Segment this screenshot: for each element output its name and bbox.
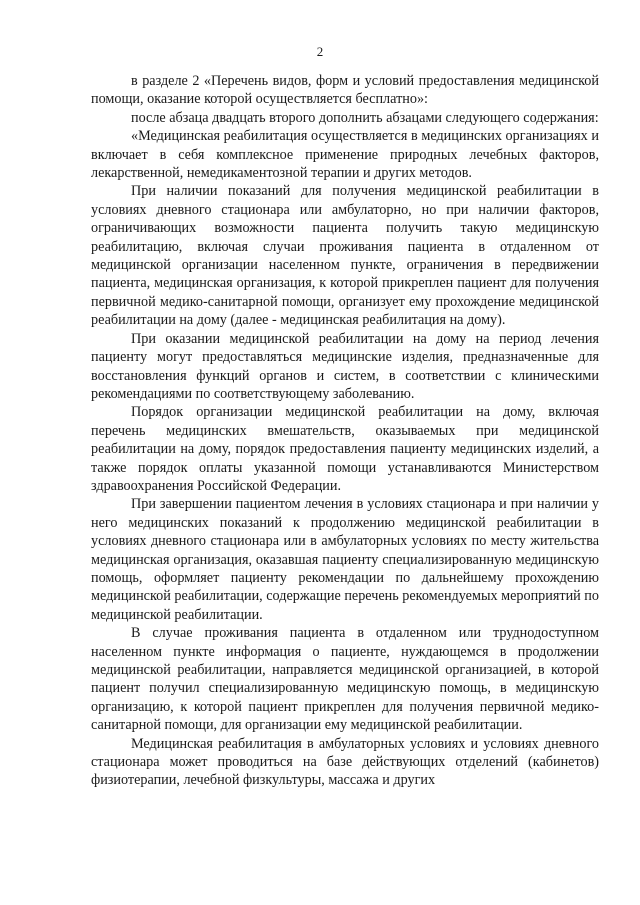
paragraph-remote-patient-info: В случае проживания пациента в отдаленном или труднодоступном населенном пункте информация о пациенте, нуждающемся в продолжении медицинской реабилитации, направляется медицинской организацией, в которой пациент получил специализированную медицинскую помощь, в медицинскую организацию, к которой пациент прикреплен для получения первичной медико-санитарной помощи, для организации ему медицинской реабилитации. bbox=[91, 625, 599, 734]
paragraph-home-rehab-conditions: При наличии показаний для получения медицинской реабилитации в условиях дневного стационара или амбулаторно, но при наличии факторов, ограничивающих возможности пациента получить такую медицинскую реабилитацию, включая случаи проживания пациента в отдаленном от медицинской организации населенном пункте, ограничения в передвижении пациента, медицинская организация, к которой прикреплен пациент для получения первичной медико-санитарной помощи, организует ему прохождение медицинской реабилитации на дому (далее - медицинская реабилитация на дому). bbox=[91, 183, 599, 329]
paragraph-rehab-definition: «Медицинская реабилитация осуществляется в медицинских организациях и включает в себя комплексное применение природных лечебных факторов, лекарственной, немедикаментозной терапии и других методов. bbox=[91, 128, 599, 182]
paragraph-section-intro: в разделе 2 «Перечень видов, форм и условий предоставления медицинской помощи, оказание которой осуществляется бесплатно»: bbox=[91, 73, 599, 108]
page-number: 2 bbox=[316, 44, 324, 59]
paragraph-home-rehab-procedure: Порядок организации медицинской реабилитации на дому, включая перечень медицинских вмешательств, оказываемых при медицинской реабилитации на дому, порядок предоставления пациенту медицинских изделий, а также порядок оплаты указанной помощи устанавливаются Министерством здравоохранения Российской Федерации. bbox=[91, 404, 599, 494]
paragraph-outpatient-rehab: Медицинская реабилитация в амбулаторных условиях и условиях дневного стационара может проводиться на базе действующих отделений (кабинетов) физиотерапии, лечебной физкультуры, массажа и других bbox=[91, 735, 599, 789]
paragraph-medical-devices: При оказании медицинской реабилитации на дому на период лечения пациенту могут предоставляться медицинские изделия, предназначенные для восстановления функций органов и систем, в соответствии с клиническими рекомендациями по соответствующему заболеванию. bbox=[91, 330, 599, 402]
paragraph-discharge-recommendations: При завершении пациентом лечения в условиях стационара и при наличии у него медицинских показаний к продолжению медицинской реабилитации в условиях дневного стационара или в амбулаторных условиях по месту жительства медицинская организация, оказавшая пациенту специализированную медицинскую помощь, оформляет пациенту рекомендации по дальнейшему прохождению медицинской реабилитации, содержащие перечень рекомендуемых мероприятий по медицинской реабилитации. bbox=[91, 496, 599, 623]
paragraph-amendment-instruction: после абзаца двадцать второго дополнить абзацами следующего содержания: bbox=[131, 109, 599, 126]
document-body bbox=[91, 72, 599, 790]
